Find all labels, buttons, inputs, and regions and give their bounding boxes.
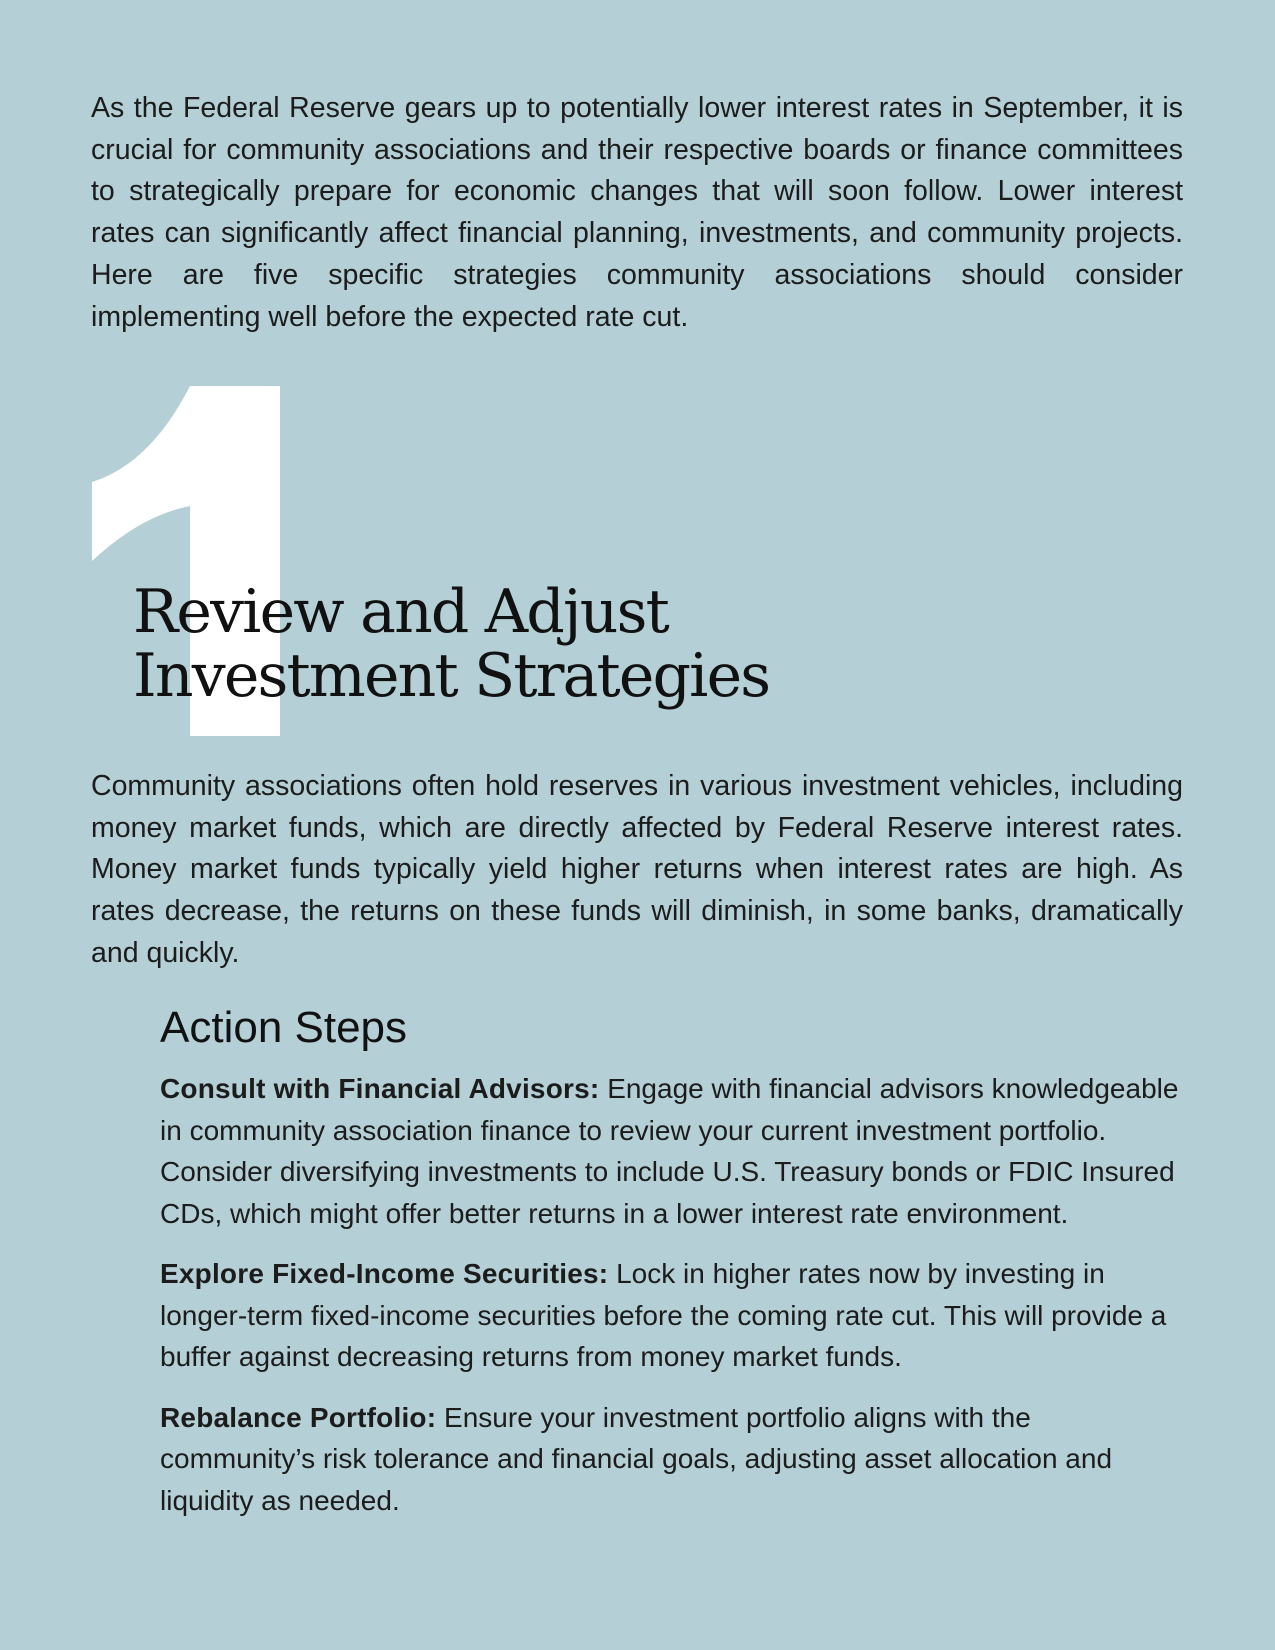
action-step-text: Ensure your investment portfolio aligns with the community’s risk tolerance and financial goals, adjusting asset allocation and liquidity as needed. [160,1401,1113,1516]
action-step [160,1068,1180,1234]
action-step-text: Engage with financial advisors knowledgeable in community association finance to review your current investment portfolio. Consider diversifying investments to include U.S. Treasury bonds or FDIC Insured CDs, which might offer better returns in a lower interest rate environment. [160,1073,1179,1229]
section-number-text: 1 [230,718,236,729]
action-step-term: Explore Fixed-Income Securities: [160,1258,609,1289]
action-steps [160,1000,1180,1540]
intro-paragraph: As the Federal Reserve gears up to potentially lower interest rates in September, it is crucial for community associations and their respective boards or finance committees to strategically prepare for economic changes that will soon follow. Lower interest rates can significantly affect financial planning, investments, and community projects. Here are five specific strategies community associations should consider implementing well before the expected rate cut. [91,92,1183,333]
action-step-term: Consult with Financial Advisors: [160,1073,600,1104]
action-step [160,1397,1180,1522]
action-step-term: Rebalance Portfolio: [160,1401,437,1433]
action-steps-title: Action Steps [160,1003,408,1052]
section-title [133,577,770,711]
action-step [160,1253,1180,1378]
section-title-line-2: Investment Strategies [133,641,770,711]
action-step-text: Lock in higher rates now by investing in longer-term fixed-income securities before the coming rate cut. This will provide a buffer against decreasing returns from money market funds. [160,1258,1167,1372]
section-title-line-1: Review and Adjust [133,577,668,647]
section-body-paragraph: Community associations often hold reserves in various investment vehicles, including money market funds, which are directly affected by Federal Reserve interest rates. Money market funds typically yield higher returns when interest rates are high. As rates decrease, the returns on these funds will diminish, in some banks, dramatically and quickly. [91,770,1183,969]
